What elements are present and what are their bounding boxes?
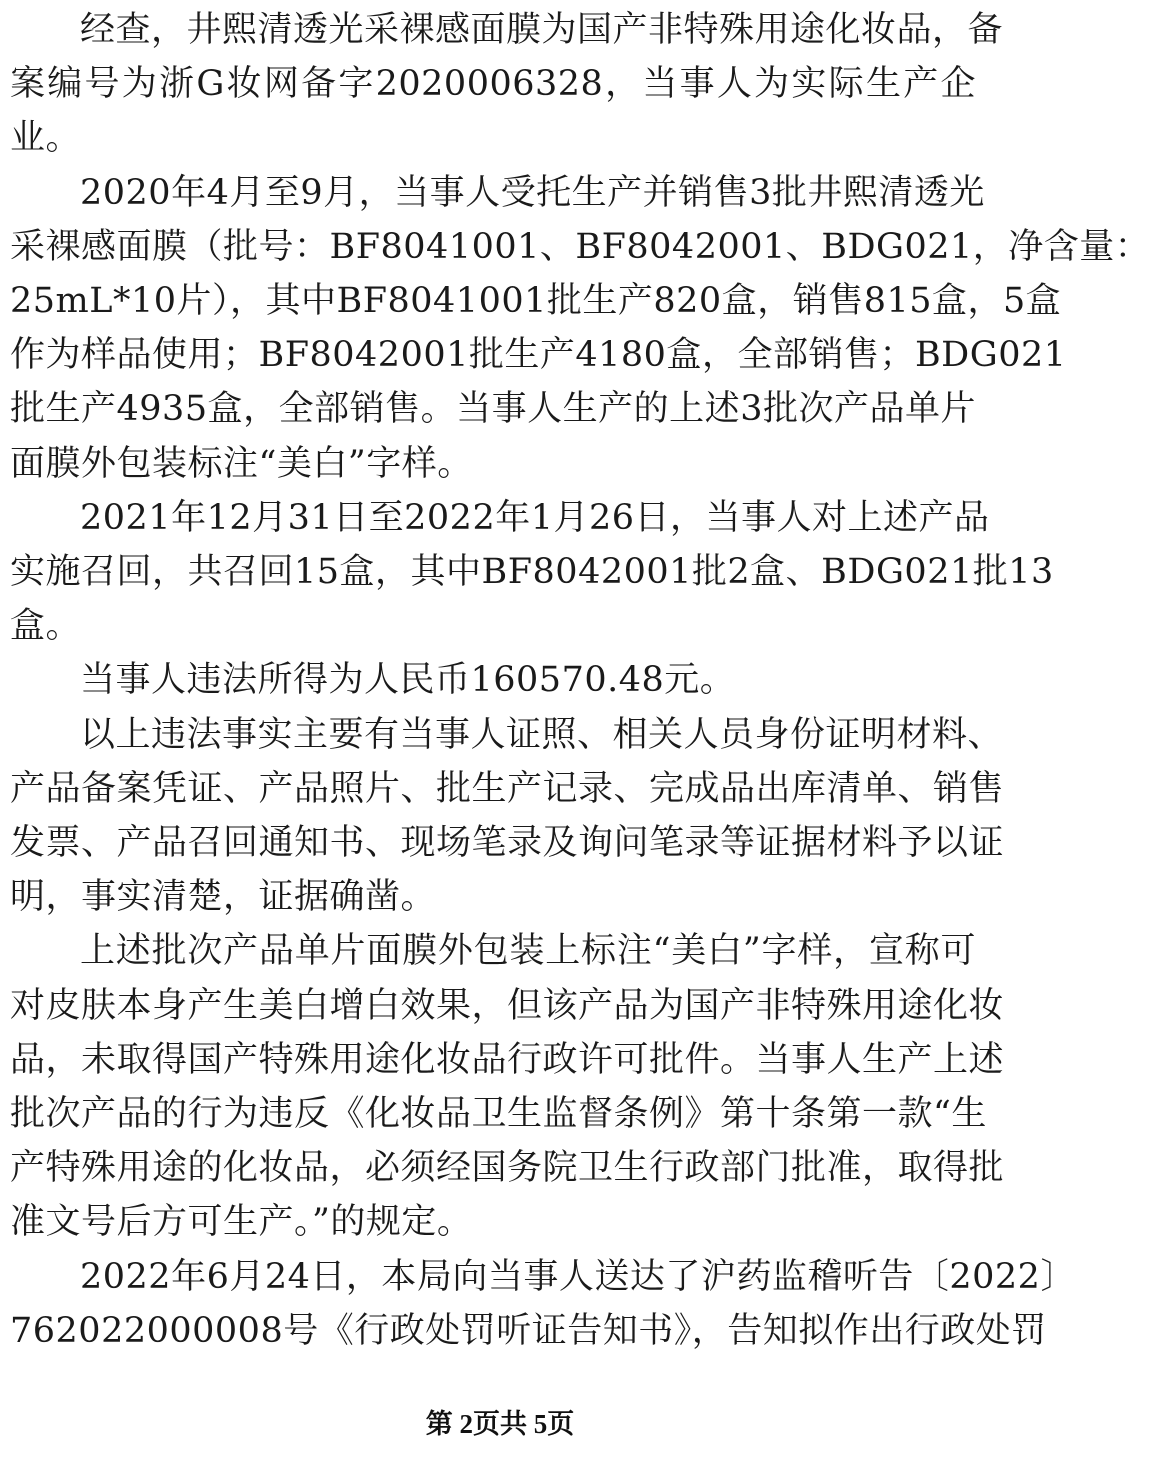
text-line: 批次产品的行为违反《化妆品卫生监督条例》第十条第一款“生 <box>10 1094 987 1135</box>
text-line: 面膜外包装标注“美白”字样。 <box>10 443 473 484</box>
text-line: 实施召回，共召回15盒，其中BF8042001批2盒、BDG021批13 <box>10 552 1054 593</box>
paragraph-production-sales <box>10 166 1150 491</box>
text-line: 25mL*10片），其中BF8041001批生产820盒，销售815盒，5盒 <box>10 281 1062 322</box>
text-line: 品，未取得国产特殊用途化妆品行政许可批件。当事人生产上述 <box>10 1039 1005 1080</box>
text-line: 以上违法事实主要有当事人证照、相关人员身份证明材料、 <box>80 714 1004 755</box>
text-line: 2022年6月24日，本局向当事人送达了沪药监稽听告〔2022〕 <box>80 1256 1076 1297</box>
text-line: 对皮肤本身产生美白增白效果，但该产品为国产非特殊用途化妆 <box>10 985 1005 1026</box>
text-line: 经查，井熙清透光采裸感面膜为国产非特殊用途化妆品，备 <box>80 10 1004 50</box>
page-number-footer: 第 2页共 5页 <box>425 1409 575 1439</box>
text-line: 上述批次产品单片面膜外包装上标注“美白”字样，宣称可 <box>80 931 976 972</box>
paragraph-hearing-notice <box>10 1250 1076 1358</box>
text-line: 案编号为浙G妆网备字2020006328，当事人为实际生产企 <box>10 64 976 105</box>
paragraph-violation <box>10 924 1005 1249</box>
text-line: 业。 <box>10 118 82 159</box>
text-line: 盒。 <box>10 606 82 647</box>
paragraph-recall <box>10 491 1054 654</box>
text-line: 批生产4935盒，全部销售。当事人生产的上述3批次产品单片 <box>10 389 976 430</box>
text-line: 2021年12月31日至2022年1月26日，当事人对上述产品 <box>80 497 990 538</box>
paragraph-evidence <box>10 708 1005 925</box>
paragraph-illegal-income <box>10 653 976 707</box>
text-line: 当事人违法所得为人民币160570.48元。 <box>80 660 736 701</box>
text-line: 作为样品使用；BF8042001批生产4180盒，全部销售；BDG021 <box>10 335 1067 376</box>
text-line: 762022000008号《行政处罚听证告知书》，告知拟作出行政处罚 <box>10 1310 1047 1351</box>
text-line: 发票、产品召回通知书、现场笔录及询问笔录等证据材料予以证 <box>10 823 1005 864</box>
text-line: 产特殊用途的化妆品，必须经国务院卫生行政部门批准，取得批 <box>10 1148 1005 1189</box>
text-line: 产品备案凭证、产品照片、批生产记录、完成品出库清单、销售 <box>10 768 1005 809</box>
text-line: 2020年4月至9月，当事人受托生产并销售3批井熙清透光 <box>80 172 985 213</box>
text-line: 采裸感面膜（批号：BF8041001、BF8042001、BDG021，净含量： <box>10 226 1150 267</box>
paragraph-product-filing <box>10 3 1004 166</box>
text-line: 准文号后方可生产。”的规定。 <box>10 1202 473 1243</box>
text-line: 明，事实清楚，证据确凿。 <box>10 877 437 918</box>
